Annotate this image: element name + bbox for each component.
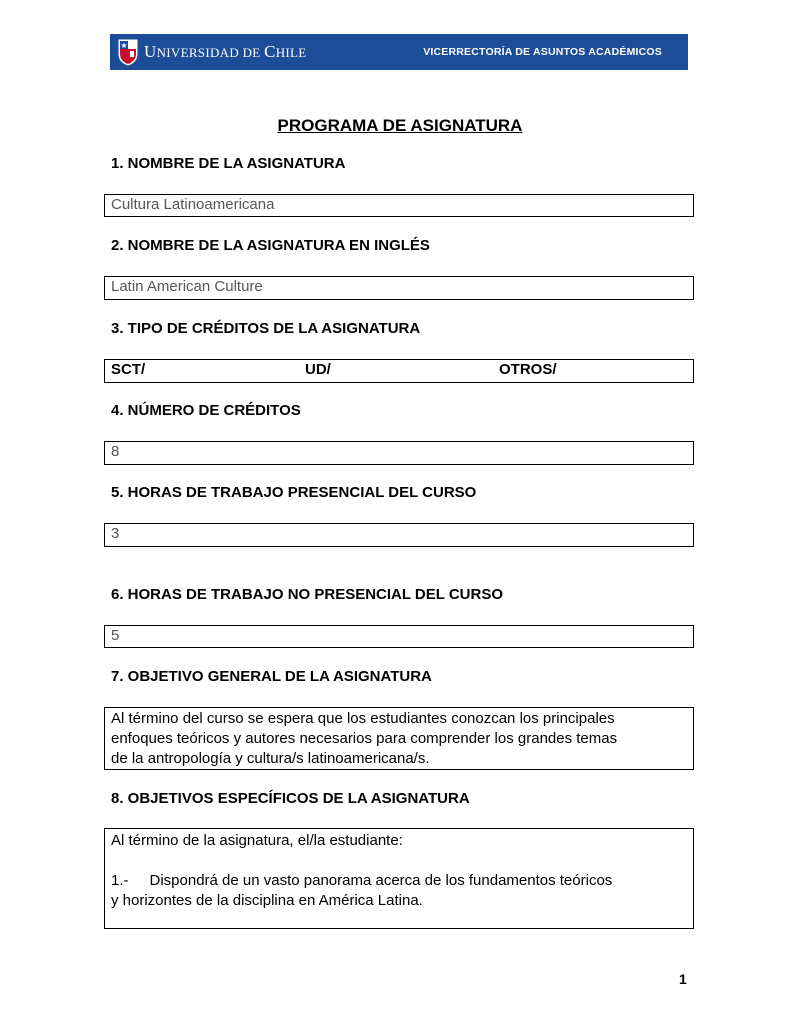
header-banner xyxy=(110,34,688,70)
credit-type-otros: OTROS/ xyxy=(499,361,557,378)
section-7-heading: 7. OBJETIVO GENERAL DE LA ASIGNATURA xyxy=(111,668,432,685)
section-1-heading: 1. NOMBRE DE LA ASIGNATURA xyxy=(111,155,346,172)
section-8-heading: 8. OBJETIVOS ESPECÍFICOS DE LA ASIGNATURA xyxy=(111,790,470,807)
section-7-line: Al término del curso se espera que los estudiantes conozcan los principales xyxy=(111,710,615,727)
section-8-text xyxy=(104,828,694,929)
section-2-value: Latin American Culture xyxy=(104,276,694,300)
section-5-heading: 5. HORAS DE TRABAJO PRESENCIAL DEL CURSO xyxy=(111,484,477,501)
section-3-heading: 3. TIPO DE CRÉDITOS DE LA ASIGNATURA xyxy=(111,320,421,337)
section-7-line: enfoques teóricos y autores necesarios para comprender los grandes temas xyxy=(111,730,618,747)
section-1-value: Cultura Latinoamericana xyxy=(104,194,694,217)
section-6-value: 5 xyxy=(104,625,694,648)
section-5-value: 3 xyxy=(104,523,694,547)
university-crest-icon xyxy=(118,38,138,66)
section-7-text xyxy=(104,707,694,770)
vicerrectoria-label: VICERRECTORÍA DE ASUNTOS ACADÉMICOS xyxy=(423,46,662,58)
document-title: PROGRAMA DE ASIGNATURA xyxy=(277,116,523,135)
section-8-intro: Al término de la asignatura, el/la estudiante: xyxy=(111,832,403,849)
section-8-item-number: 1.- xyxy=(111,872,129,889)
section-4-value: 8 xyxy=(104,441,694,465)
section-2-heading: 2. NOMBRE DE LA ASIGNATURA EN INGLÉS xyxy=(111,237,430,254)
credit-type-ud: UD/ xyxy=(305,361,331,378)
section-4-heading: 4. NÚMERO DE CRÉDITOS xyxy=(111,402,301,419)
section-8-item-line: Dispondrá de un vasto panorama acerca de los fundamentos teóricos xyxy=(149,872,613,889)
section-6-heading: 6. HORAS DE TRABAJO NO PRESENCIAL DEL CURSO xyxy=(111,586,503,603)
page-number: 1 xyxy=(679,971,687,987)
section-8-item xyxy=(111,871,687,891)
credit-type-sct: SCT/ xyxy=(111,361,146,378)
section-7-line: de la antropología y cultura/s latinoamericana/s. xyxy=(111,750,430,767)
university-name: UNIVERSIDAD DE CHILE xyxy=(144,42,307,61)
credit-types-row xyxy=(104,359,694,383)
section-8-item-line: y horizontes de la disciplina en América Latina. xyxy=(111,892,423,909)
